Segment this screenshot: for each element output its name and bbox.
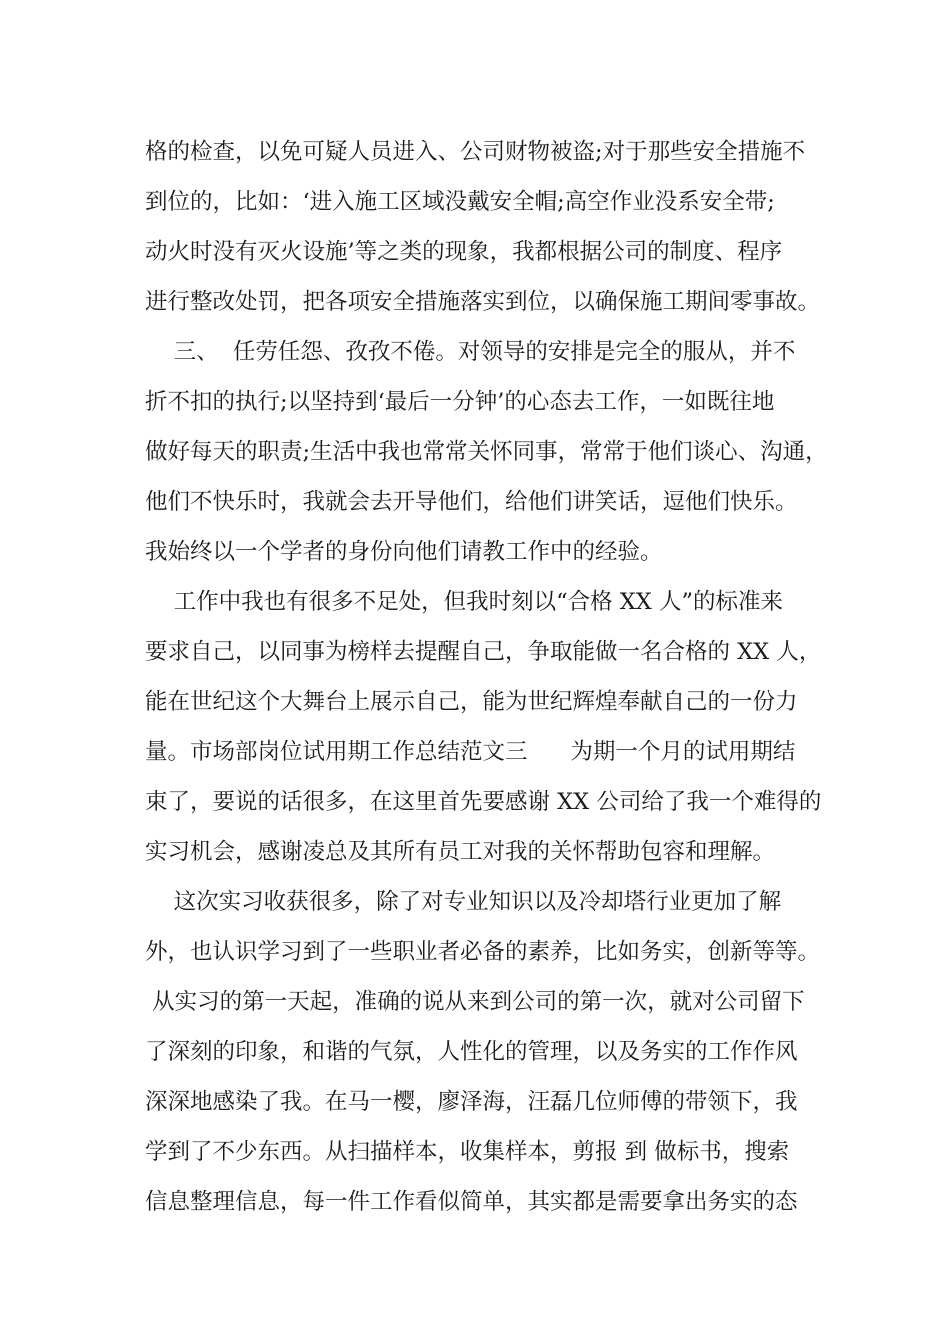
- text-line: 格的检查，以免可疑人员进入、公司财物被盗;对于那些安全措施不: [145, 139, 806, 165]
- text-line: 了深刻的印象，和谐的气氛，人性化的管理，以及务实的工作作风: [145, 1039, 798, 1065]
- text-line: 动火时没有灭火设施’等之类的现象，我都根据公司的制度、程序: [145, 239, 783, 265]
- text-line: 能在世纪这个大舞台上展示自己，能为世纪辉煌奉献自己的一份力: [145, 689, 798, 715]
- text-line: 工作中我也有很多不足处，但我时刻以“合格 XX 人”的标准来: [145, 589, 783, 615]
- text-line: 深深地感染了我。在马一樱，廖泽海，汪磊几位师傅的带领下，我: [145, 1089, 798, 1115]
- text-line: 束了，要说的话很多，在这里首先要感谢 XX 公司给了我一个难得的: [145, 789, 822, 815]
- text-line: 实习机会，感谢凌总及其所有员工对我的关怀帮助包容和理解。: [145, 839, 776, 865]
- text-line: 我始终以一个学者的身份向他们请教工作中的经验。: [145, 539, 663, 565]
- text-line: 他们不快乐时，我就会去开导他们，给他们讲笑话，逗他们快乐。: [145, 489, 798, 515]
- text-line: 这次实习收获很多，除了对专业知识以及冷却塔行业更加了解: [145, 889, 782, 915]
- text-line: 外，也认识学习到了一些职业者必备的素养，比如务实，创新等等。: [145, 939, 821, 965]
- text-line: 信息整理信息，每一件工作看似简单，其实都是需要拿出务实的态: [145, 1189, 798, 1215]
- text-line: 进行整改处罚，把各项安全措施落实到位，以确保施工期间零事故。: [145, 289, 821, 315]
- text-line: 折不扣的执行;以坚持到‘最后一分钟’的心态去工作，一如既往地: [145, 389, 775, 415]
- text-line: 从实习的第一天起，准确的说从来到公司的第一次，就对公司留下: [145, 989, 805, 1015]
- text-line: 要求自己，以同事为榜样去提醒自己，争取能做一名合格的 XX 人，: [145, 639, 822, 665]
- text-line: 做好每天的职责;生活中我也常常关怀同事，常常于他们谈心、沟通，: [145, 439, 828, 465]
- text-line: 三、 任劳任怨、孜孜不倦。对领导的安排是完全的服从，并不: [145, 339, 796, 365]
- text-line: 到位的，比如：‘进入施工区域没戴安全帽;高空作业没系安全带;: [145, 189, 775, 215]
- text-line: 学到了不少东西。从扫描样本，收集样本，剪报 到 做标书，搜索: [145, 1139, 790, 1165]
- body-text: [145, 127, 828, 1227]
- text-line: 量。市场部岗位试用期工作总结范文三 为期一个月的试用期结: [145, 739, 796, 765]
